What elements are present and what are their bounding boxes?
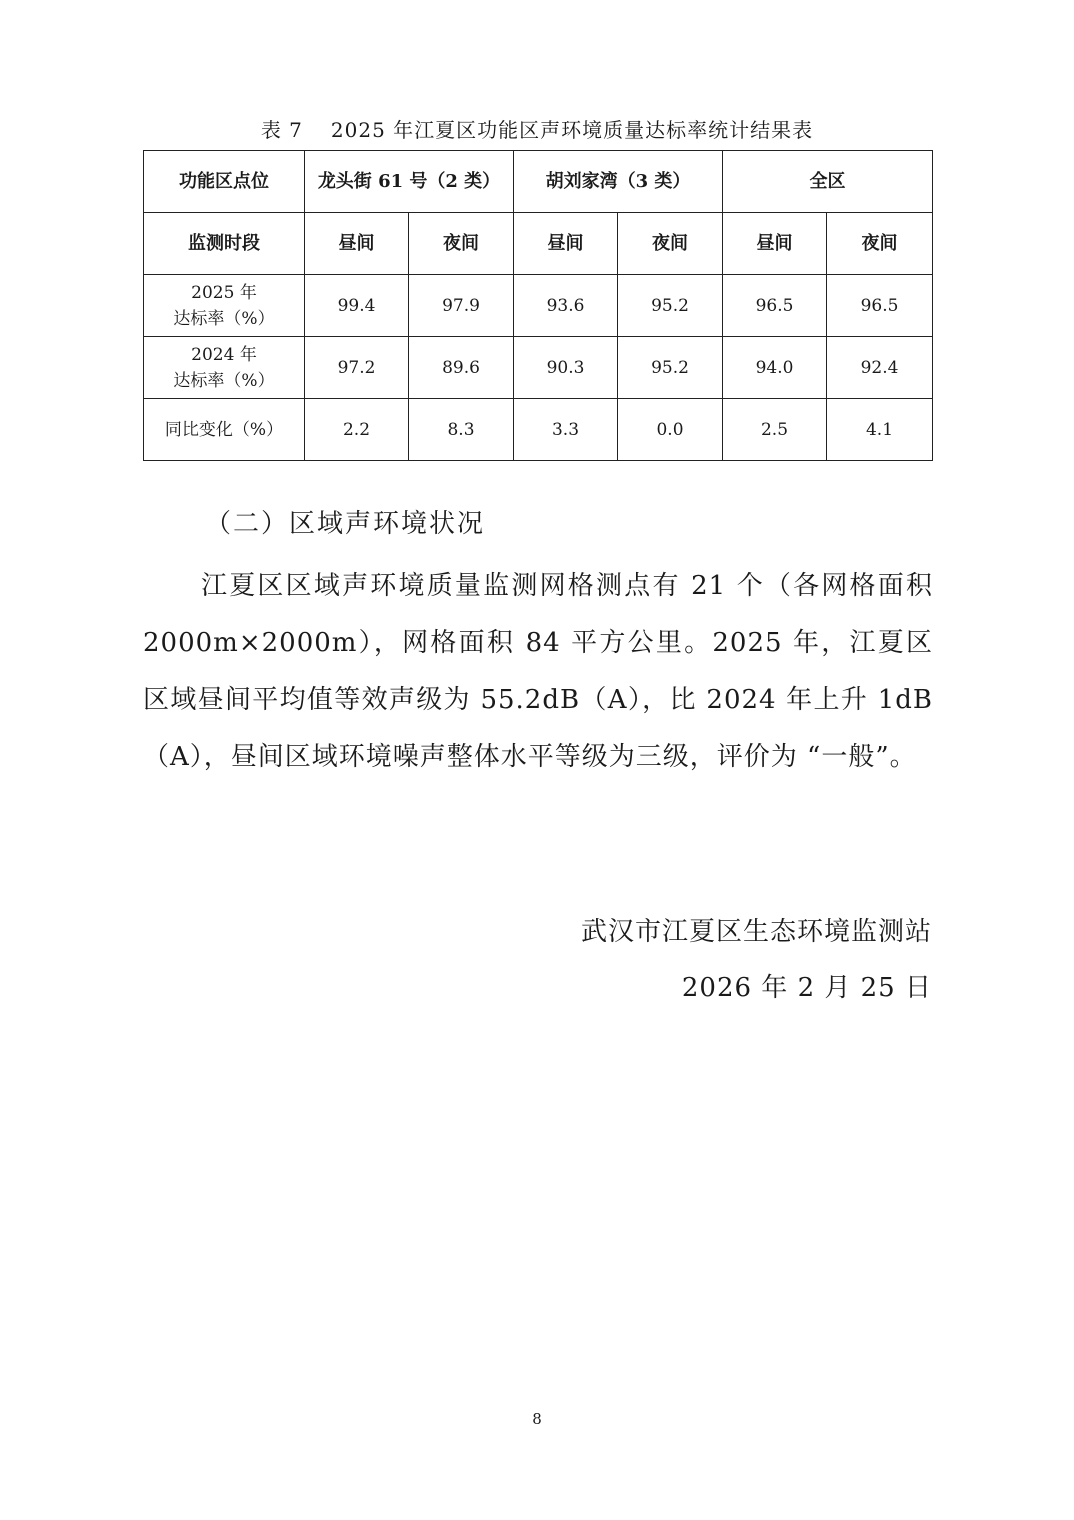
table-header-row xyxy=(144,151,933,213)
table-cell: 96.5 xyxy=(827,275,933,337)
header-cell: 监测时段 xyxy=(144,213,305,275)
table-cell: 0.0 xyxy=(618,399,723,461)
table-cell: 94.0 xyxy=(723,337,827,399)
table-cell: 97.2 xyxy=(305,337,409,399)
table-row xyxy=(144,275,933,337)
header-cell: 胡刘家湾（3 类） xyxy=(514,151,723,213)
table-row xyxy=(144,399,933,461)
compliance-rate-table xyxy=(143,150,933,461)
header-cell: 昼间 xyxy=(305,213,409,275)
table-cell: 96.5 xyxy=(723,275,827,337)
table-cell: 99.4 xyxy=(305,275,409,337)
table-cell: 92.4 xyxy=(827,337,933,399)
issue-date: 2026 年 2 月 25 日 xyxy=(681,973,932,1003)
table-cell: 89.6 xyxy=(409,337,514,399)
signature-block xyxy=(581,904,932,1016)
row-label: 2024 年 达标率（%） xyxy=(144,337,305,399)
table-number: 表 7 xyxy=(260,118,303,142)
table-row xyxy=(144,337,933,399)
header-cell: 昼间 xyxy=(514,213,618,275)
row-label: 2025 年 达标率（%） xyxy=(144,275,305,337)
table-cell: 8.3 xyxy=(409,399,514,461)
header-cell: 夜间 xyxy=(618,213,723,275)
table-cell: 90.3 xyxy=(514,337,618,399)
table-cell: 95.2 xyxy=(618,275,723,337)
header-cell: 龙头街 61 号（2 类） xyxy=(305,151,514,213)
header-cell: 功能区点位 xyxy=(144,151,305,213)
body-paragraph: 江夏区区域声环境质量监测网格测点有 21 个（各网格面积 2000m×2000m），网格面积 84 平方公里。2025 年，江夏区区域昼间平均值等效声级为 55.2dB（A），比 2024 年上升 1dB（A），昼间区域环境噪声整体水平等级为三级，评价为 “一般”。 xyxy=(143,571,933,772)
table-cell: 4.1 xyxy=(827,399,933,461)
table-caption xyxy=(0,114,1074,143)
header-cell: 昼间 xyxy=(723,213,827,275)
table-cell: 93.6 xyxy=(514,275,618,337)
table-cell: 97.9 xyxy=(409,275,514,337)
row-label: 同比变化（%） xyxy=(144,399,305,461)
table-cell: 3.3 xyxy=(514,399,618,461)
table-title: 2025 年江夏区功能区声环境质量达标率统计结果表 xyxy=(330,118,814,142)
section-heading: （二）区域声环境状况 xyxy=(205,509,486,539)
table-cell: 2.2 xyxy=(305,399,409,461)
table-subheader-row xyxy=(144,213,933,275)
table-cell: 2.5 xyxy=(723,399,827,461)
header-cell: 夜间 xyxy=(409,213,514,275)
issuing-organization: 武汉市江夏区生态环境监测站 xyxy=(580,917,932,947)
header-cell: 全区 xyxy=(723,151,933,213)
header-cell: 夜间 xyxy=(827,213,933,275)
table-cell: 95.2 xyxy=(618,337,723,399)
page-number: 8 xyxy=(532,1410,542,1428)
